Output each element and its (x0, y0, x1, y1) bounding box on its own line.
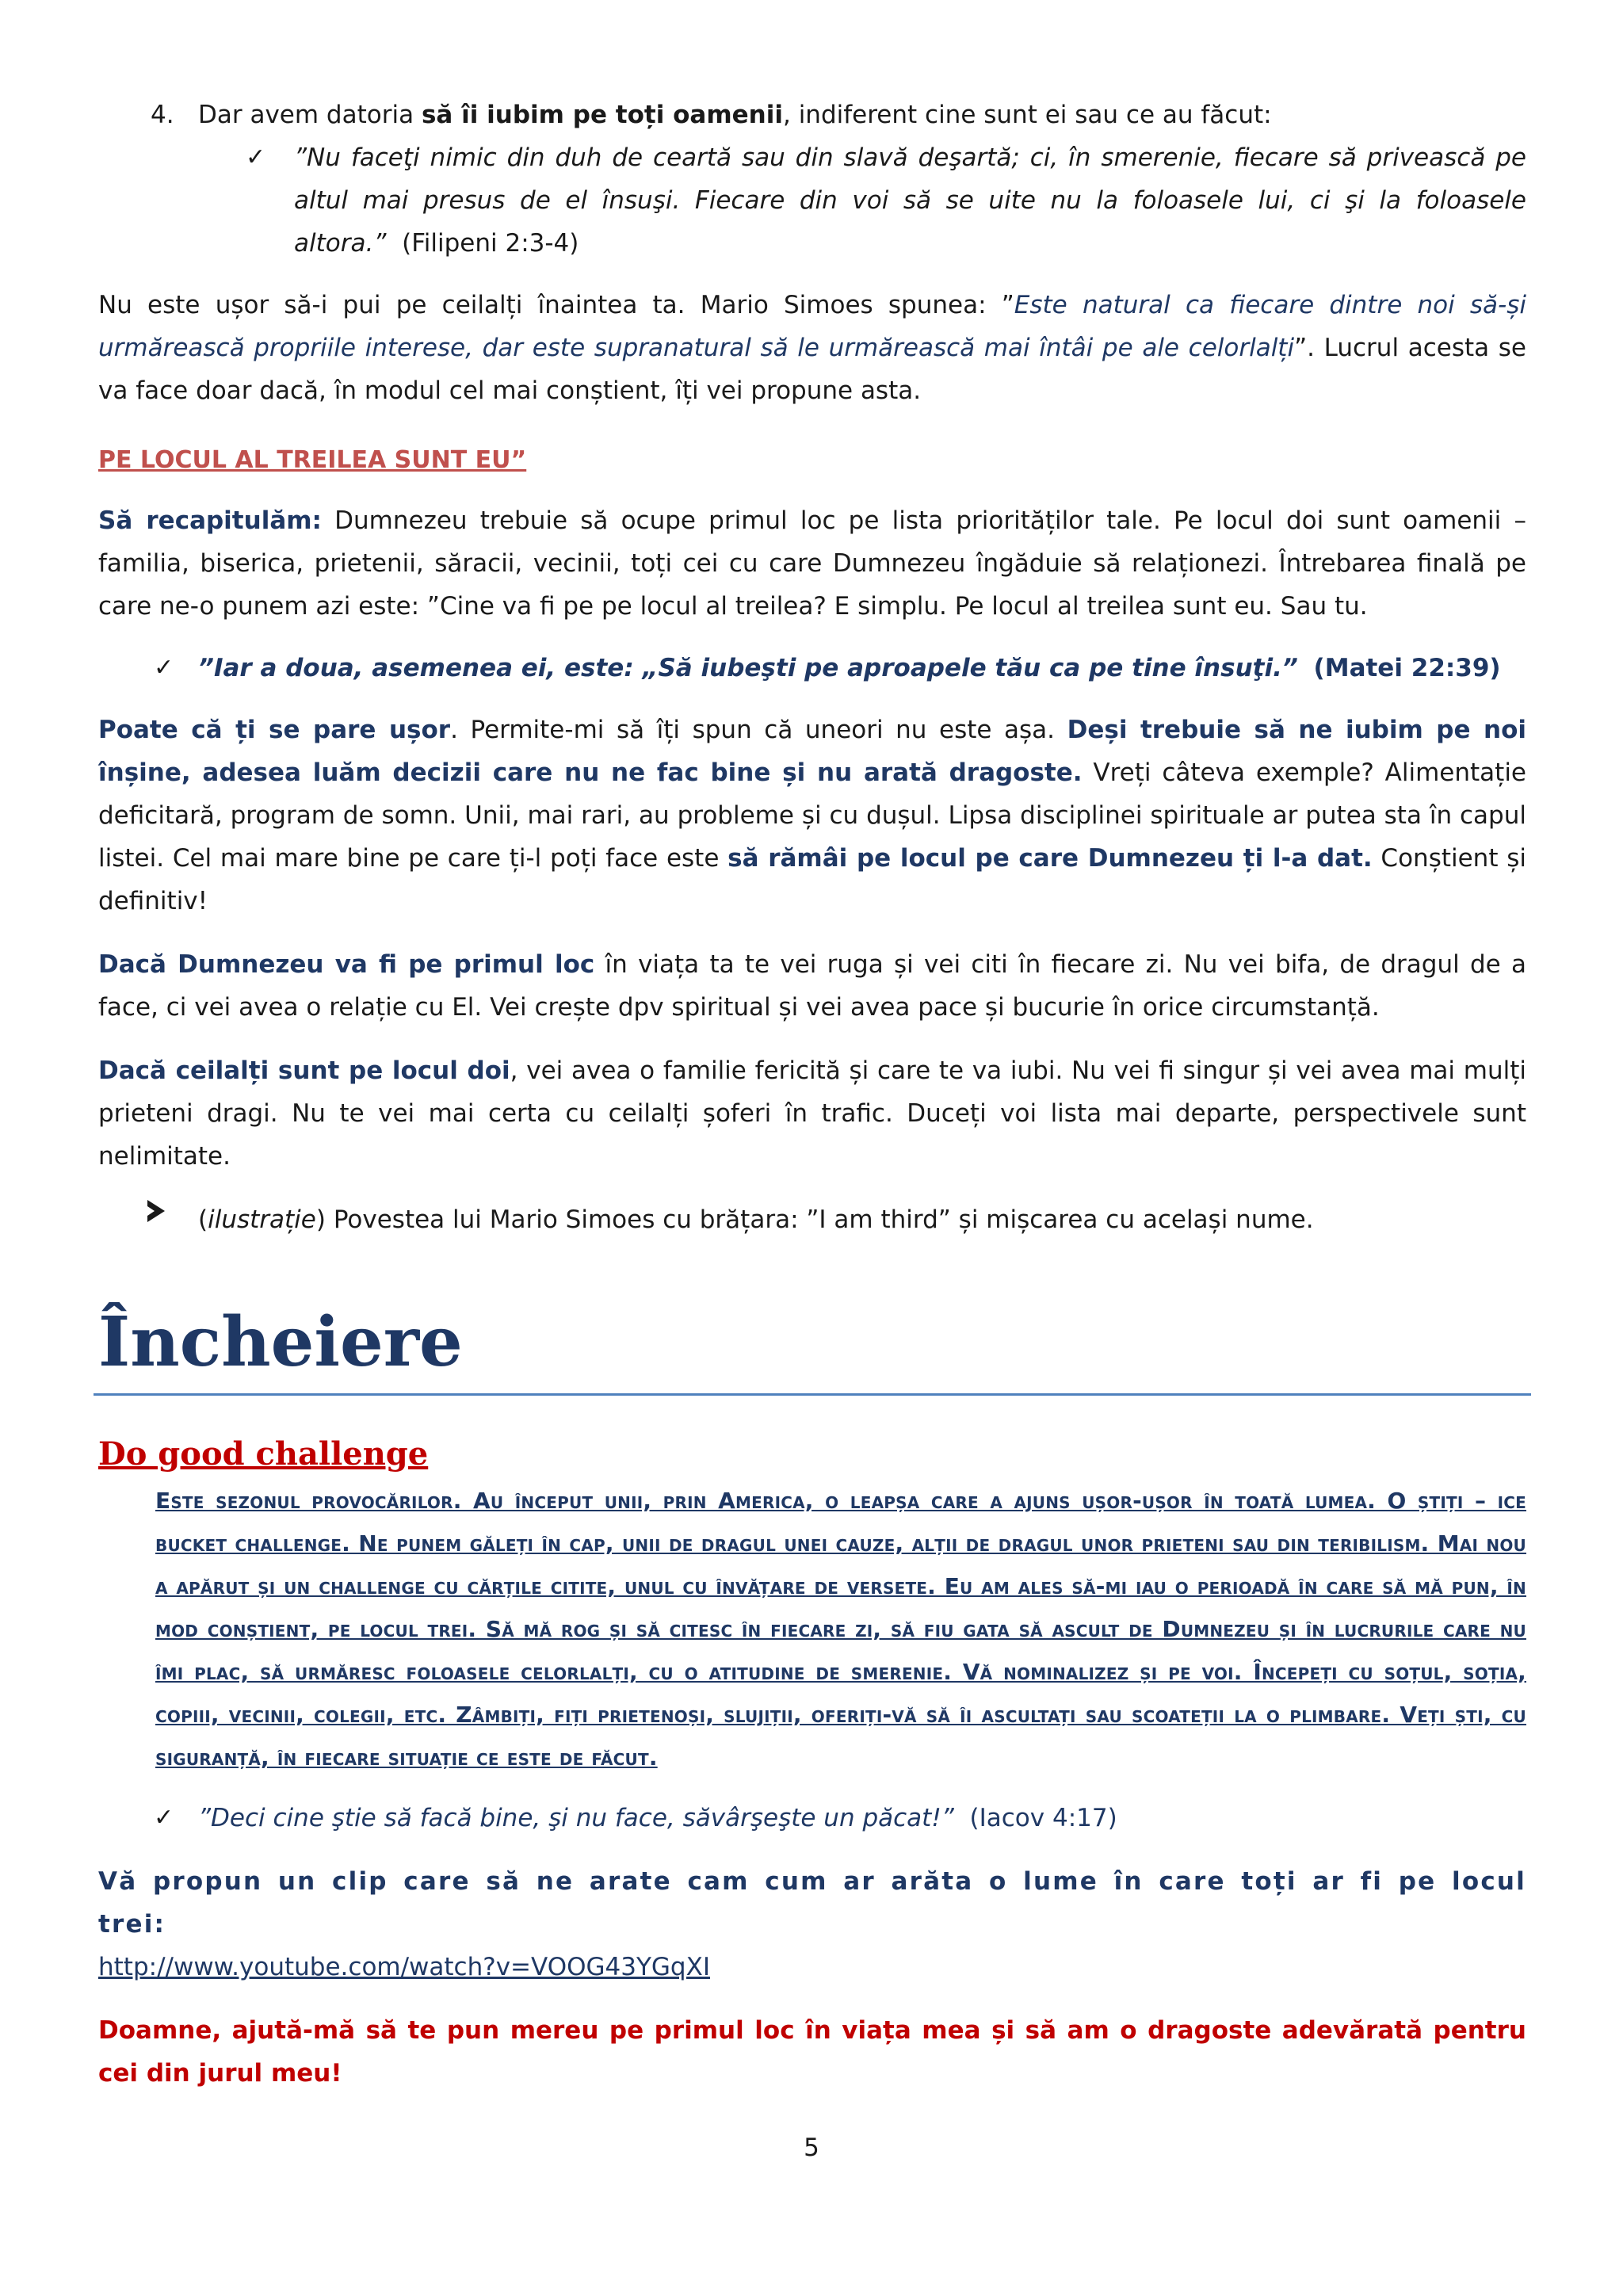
section-divider (94, 1393, 1531, 1396)
subheading: PE LOCUL AL TREILEA SUNT EU” (98, 446, 527, 474)
quote-reference: (Filipeni 2:3-4) (402, 229, 579, 258)
para-text: Vreți câteva exemple? Alimentație deficitară, program de somn. Unii, mai rari, au probleme și cu dușul. Lipsa disciplinei spirituale ar putea sta în capul listei. Cel mai mare bine pe care ți-l poți face este (98, 758, 1527, 873)
para-bold: Deși trebuie să ne iubim pe noi înșine, adesea luăm decizii care nu ne fac bine și nu arată dragoste. (98, 716, 1527, 787)
para-text: , vei avea o familie fericită și care te va iubi. Nu vei fi singur și vei avea mai mulți prieteni dragi. Nu te vei mai certa cu ceilalți șoferi în trafic. Duceți voi lista mai departe, perspectivele sunt nelimitate. (98, 1056, 1526, 1171)
paragraph-dumnezeu-primul (98, 943, 1526, 1029)
para-quote: Este natural ca fiecare dintre noi să-și urmărească propriile interese, dar este supranatural să le urmărească mai întâi pe ale celorlalți (98, 291, 1526, 362)
para-text: Dumnezeu trebuie să ocupe primul loc pe lista priorităților tale. Pe locul doi sunt oamenii – familia, biserica, prietenii, săracii, vecinii, toți cei cu care Dumnezeu îngăduie să relaționezi. Întrebarea finală pe care ne-o punem azi este: ”Cine va fi pe pe locul al treilea? E simplu. Pe locul al treilea sunt eu. Sau tu. (98, 506, 1526, 621)
paren: ( (198, 1205, 208, 1234)
para-bold: Dacă ceilalți sunt pe locul doi (98, 1056, 510, 1085)
section-title: Încheiere (98, 1302, 463, 1382)
quote-reference: (Matei 22:39) (1313, 654, 1501, 682)
page-number: 5 (804, 2134, 819, 2162)
para-text: Conștient și definitiv! (98, 844, 1526, 915)
paragraph-mario-simoes (98, 284, 1526, 412)
quote-text: ”Iar a doua, asemenea ei, este: „Să iubeşti pe aproapele tău ca pe tine însuţi.” (198, 654, 1298, 682)
quote-iacov (98, 1797, 1526, 1839)
item-text-bold: să îi iubim pe toți oamenii (421, 101, 783, 129)
check-icon: ✓ (154, 1804, 174, 1832)
item-text-pre: Dar avem datoria (198, 101, 422, 129)
illustration-text: ) Povestea lui Mario Simoes cu brățara: ”I am third” și mișcarea cu același nume. (315, 1205, 1314, 1234)
quote-filipeni (98, 136, 1526, 265)
paragraph-ceilalti-doi (98, 1049, 1526, 1178)
paragraph-poate (98, 709, 1526, 923)
check-icon: ✓ (154, 654, 174, 682)
challenge-text: Este sezonul provocărilor. Au început unii, prin America, o leapșa care a ajuns ușor-ușor în toată lumea. O știți – ice bucket challenge. Ne punem găleți în cap, unii de dragul unei cauze, alții de dragul unor prieteni sau din teribilism. Mai nou a apărut și un challenge cu cărțile citite, unul cu învățare de versete. Eu am ales să-mi iau o perioadă în care să mă pun, în mod conștient, pe locul trei. Să mă rog și să citesc în fiecare zi, să fiu gata să ascult de Dumnezeu și în lucrurile care nu îmi plac, să urmăresc foloasele celorlalți, cu o atitudine de smerenie. Vă nominalizez și pe voi. Începeți cu soțul, soția, copiii, vecinii, colegii, etc. Zâmbiți, fiți prietenoși, slujiții, oferiți-vă să îi ascultați sau scoateții la o plimbare. Veți ști, cu siguranță, în fiecare situație ce este de făcut. (155, 1488, 1526, 1771)
clip-text: Vă propun un clip care să ne arate cam cum ar arăta o lume în care toți ar fi pe locul trei: (98, 1867, 1526, 1939)
quote-matei (98, 647, 1526, 690)
para-text: în viața ta te vei ruga și vei citi în fiecare zi. Nu vei bifa, de dragul de a face, ci vei avea o relație cu El. Vei crește dpv spiritual și vei avea pace și bucurie în orice circumstanță. (98, 950, 1527, 1022)
arrow-bullet-icon (147, 1200, 165, 1222)
quote-text: ”Nu faceţi nimic din duh de ceartă sau din slavă deşartă; ci, în smerenie, fiecare să privească pe altul mai presus de el însuşi. Fiecare din voi să se uite nu la foloasele lui, ci şi la foloasele altora.” (294, 143, 1526, 258)
quote-text: ”Deci cine ştie să facă bine, şi nu face, săvârşeşte un păcat!” (198, 1804, 954, 1832)
numbered-item-4 (98, 94, 1526, 136)
check-icon: ✓ (246, 143, 266, 171)
illustration-item (98, 1198, 1526, 1241)
illustration-label: ilustrație (208, 1205, 316, 1234)
para-bold: să rămâi pe locul pe care Dumnezeu ți l-a dat. (727, 844, 1373, 873)
page-content (98, 94, 1526, 2095)
youtube-link[interactable]: http://www.youtube.com/watch?v=VOOG43YGqXI (98, 1953, 710, 1981)
para-bold: Poate că ți se pare ușor (98, 716, 451, 744)
paragraph-recap (98, 499, 1526, 628)
para-bold: Să recapitulăm: (98, 506, 322, 535)
para-text: Nu este ușor să-i pui pe ceilalți înaintea ta. Mario Simoes spunea: ” (98, 291, 1014, 319)
clip-paragraph (98, 1860, 1526, 1988)
para-text: . Permite-mi să îți spun că uneori nu este așa. (450, 716, 1067, 744)
quote-reference: (Iacov 4:17) (969, 1804, 1117, 1832)
para-bold: Dacă Dumnezeu va fi pe primul loc (98, 950, 595, 979)
closing-prayer: Doamne, ajută-mă să te pun mereu pe primul loc în viața mea și să am o dragoste adevărată pentru cei din jurul meu! (98, 2016, 1526, 2088)
item-text-post: , indiferent cine sunt ei sau ce au făcut: (782, 101, 1272, 129)
challenge-heading: Do good challenge (98, 1435, 429, 1473)
item-number: 4. (151, 101, 174, 129)
para-text: ”. Lucrul acesta se va face doar dacă, în modul cel mai conștient, îți vei propune asta. (98, 334, 1526, 405)
